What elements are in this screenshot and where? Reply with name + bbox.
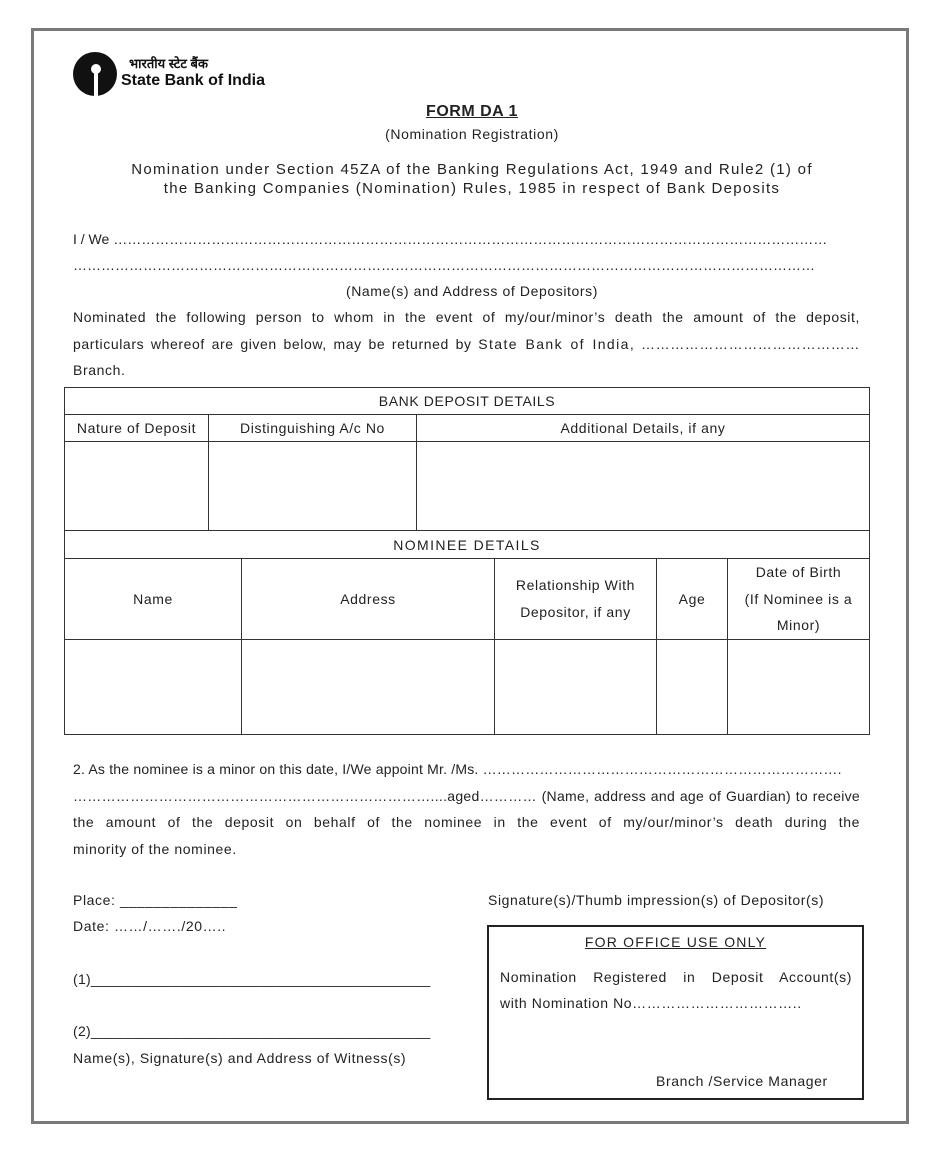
nominee-relationship-field[interactable] [495,639,657,734]
header-relationship [495,559,657,640]
guardian-line2: …………………………………………………………………....aged………… (Name, address and age of Guardian) to receive [73,787,860,804]
place-field[interactable]: Place: ______________ [73,892,238,908]
depositor-address-line: …………………………………………………………………………………………………………………………………………… [73,257,815,273]
para-line2-text: particulars whereof are given below, may be returned by [73,335,479,352]
office-line1: Nomination Registered in Deposit Account(s) [500,969,852,985]
bank-deposit-table [64,387,870,559]
office-use-title [489,934,862,950]
nominee-dob-field[interactable] [728,639,870,734]
office-line2: with Nomination No…………………………….. [500,995,802,1011]
branch-manager-label: Branch /Service Manager [656,1073,828,1089]
additional-details-field[interactable] [417,442,870,531]
header-age: Age [657,559,728,640]
nominee-name-field[interactable] [65,639,242,734]
nomination-para-line2 [73,331,860,358]
bank-name: State Bank of India [478,335,630,352]
nomination-paragraph [73,304,860,384]
form-title: FORM DA 1 [426,103,518,120]
logo-english-text: State Bank of India [121,72,266,89]
office-use-title-text: FOR OFFICE USE ONLY [584,934,767,950]
witness-caption: Name(s), Signature(s) and Address of Witness(s) [73,1050,407,1066]
nominee-address-field[interactable] [242,639,495,734]
nominee-age-field[interactable] [657,639,728,734]
guardian-line4: minority of the nominee. [73,840,237,857]
witness-2-field[interactable]: (2)__________________________________________ [73,1023,431,1039]
header-nominee-address: Address [242,559,495,640]
office-use-box [487,925,864,1100]
date-field[interactable]: Date: ……/……./20….. [73,918,227,934]
nomination-para-line1: Nominated the following person to whom in the event of my/our/minor’s death the amount of the deposit, [73,309,860,325]
header-nature-of-deposit: Nature of Deposit [65,415,209,442]
guardian-line1: 2. As the nominee is a minor on this date, I/We appoint Mr. /Ms. …………………………………………………………………. [73,761,842,777]
relationship-line1: Relationship With [515,576,636,593]
sbi-logo [73,52,273,98]
signature-caption: Signature(s)/Thumb impression(s) of Depositor(s) [488,892,825,908]
logo-hindi-text: भारतीय स्टेट बैंक [129,56,208,71]
nominee-table [64,558,870,735]
branch-blank: , ……………………………………… [629,335,861,352]
header-nominee-name: Name [65,559,242,640]
form-subtitle: (Nomination Registration) [385,126,559,142]
header-account-number: Distinguishing A/c No [209,415,417,442]
branch-label: Branch. [73,362,126,378]
bank-deposit-title: BANK DEPOSIT DETAILS [65,388,870,415]
depositor-name-line: I / We ……………………………………………………………………………………………………………………………………… [73,231,828,247]
depositor-caption: (Name(s) and Address of Depositors) [345,283,599,299]
witness-1-field[interactable]: (1)__________________________________________ [73,971,431,987]
sbi-logo-icon [73,52,117,96]
nature-of-deposit-field[interactable] [65,442,209,531]
header-date-of-birth [728,559,870,640]
guardian-paragraph [73,756,860,862]
dob-line2: (If Nominee is a [744,590,853,607]
relationship-line2: Depositor, if any [520,603,631,620]
form-heading-line1: Nomination under Section 45ZA of the Banking Regulations Act, 1949 and Rule2 (1) of [131,161,813,178]
dob-line3: Minor) [776,617,821,633]
nominee-details-title: NOMINEE DETAILS [65,531,870,559]
dob-line1: Date of Birth [755,564,842,580]
form-heading-line2: the Banking Companies (Nomination) Rules, 1985 in respect of Bank Deposits [163,180,781,197]
account-number-field[interactable] [209,442,417,531]
guardian-line3: the amount of the deposit on behalf of the nominee in the event of my/our/minor’s death during the [73,814,860,830]
header-additional-details: Additional Details, if any [417,415,870,442]
